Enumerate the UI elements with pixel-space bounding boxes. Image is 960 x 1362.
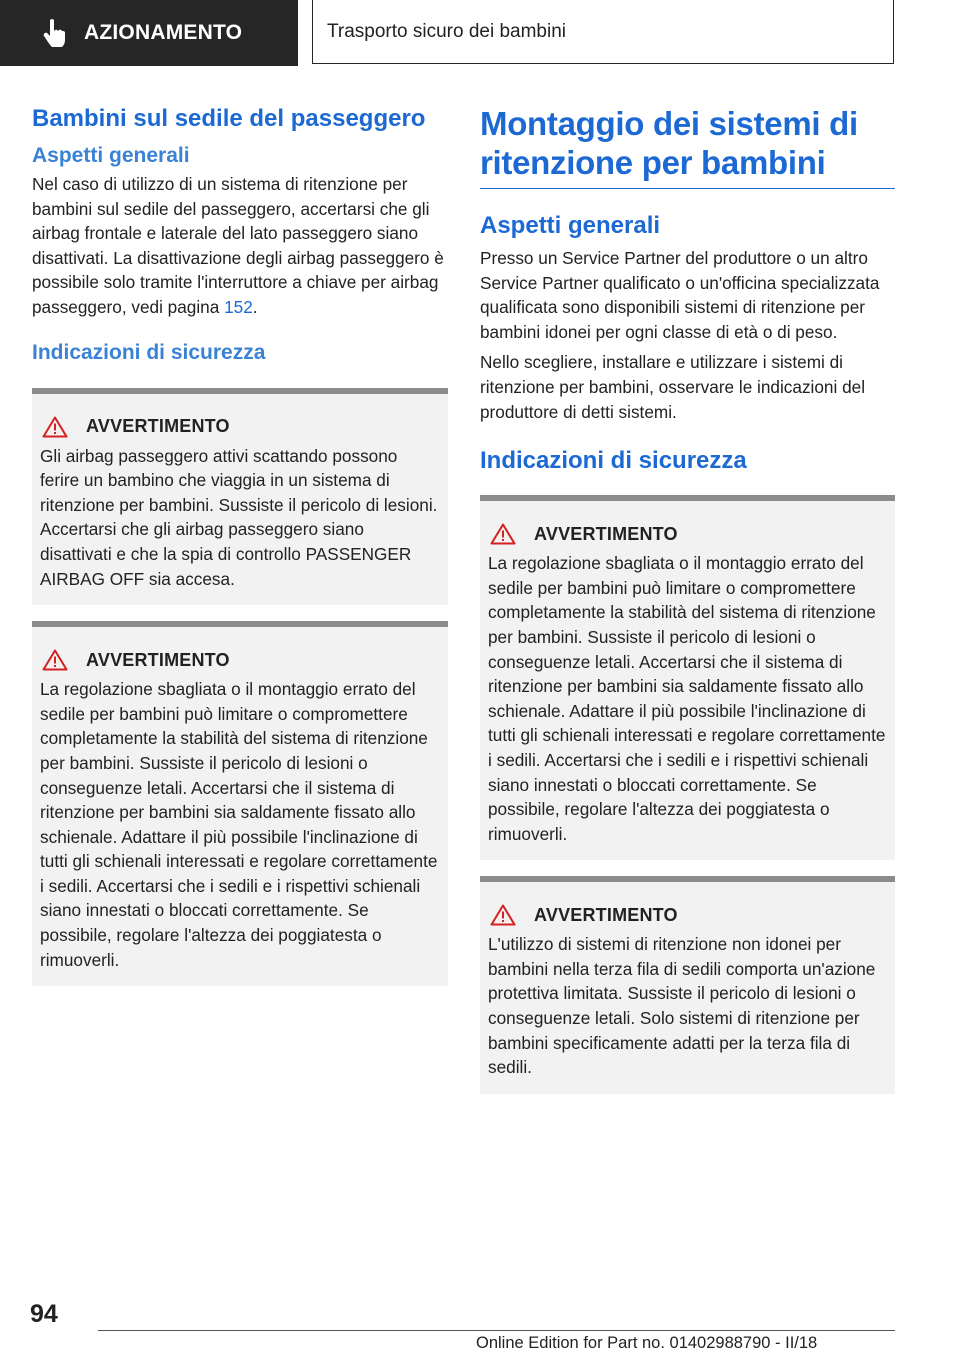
warning-title: AVVERTIMENTO (534, 904, 678, 925)
header-section-tab (0, 0, 298, 66)
right-column (480, 100, 895, 1094)
header-section-label: AZIONAMENTO (84, 21, 243, 44)
header-subsection (312, 0, 894, 64)
edition-text: Online Edition for Part no. 01402988790 - II/18 (476, 1334, 818, 1352)
warning-box (32, 388, 448, 606)
warning-triangle-icon (42, 649, 76, 671)
warning-triangle-icon (490, 523, 524, 545)
footer-divider (98, 1330, 895, 1331)
warning-header (42, 649, 440, 671)
warning-title: AVVERTIMENTO (534, 523, 678, 544)
right-safety-heading: Indicazioni di sicurezza (480, 447, 747, 475)
warning-text: Gli airbag passeggero attivi scattando possono ferire un bambino che viaggia in un sistema di ritenzione per bambini. Sussiste il pericolo di lesioni. Accertarsi che gli airbag passeggero siano disattivati e che la spia di controllo PASSENGER AIRBAG OFF sia accesa. (40, 445, 438, 589)
warning-box (480, 495, 895, 860)
left-column (32, 100, 448, 986)
warning-header (490, 904, 887, 926)
right-general-heading: Aspetti generali (480, 212, 661, 239)
warning-triangle-icon (490, 904, 524, 926)
page-number: 94 (30, 1300, 58, 1328)
warning-box (32, 621, 448, 986)
warning-title: AVVERTIMENTO (86, 416, 230, 437)
warning-header (490, 523, 887, 545)
warning-box (480, 876, 895, 1094)
right-general-text-2: Nello scegliere, installare e utilizzare i sistemi di ritenzione per bambini, osservare le indicazioni del produttore di detti sistemi. (480, 352, 866, 422)
warning-title: AVVERTIMENTO (86, 649, 230, 670)
warning-text: La regolazione sbagliata o il montaggio errato del sedile per bambini può limitare o compromettere completamente la stabilità del sistema di ritenzione per bambini. Sussiste il pericolo di lesioni o conseguenze letali. Accertarsi che il sistema di ritenzione per bambini sia saldamente fissato allo schienale. Adattare il più possibile l'inclinazione di tutti gli schienali interessati e regolare correttamente i sedili. Accertarsi che i sedili e i rispettivi schienali siano innestati o bloccati correttamente. Se possibile, regolare l'altezza dei poggiatesta o rimuoverli. (40, 679, 438, 970)
left-general-heading: Aspetti generali (32, 144, 190, 167)
page-link-152[interactable]: 152 (224, 296, 253, 317)
warning-text: La regolazione sbagliata o il montaggio errato del sedile per bambini può limitare o compromettere completamente la stabilità del sistema di ritenzione per bambini. Sussiste il pericolo di lesioni o conseguenze letali. Accertarsi che il sistema di ritenzione per bambini sia saldamente fissato allo schienale. Adattare il più possibile l'inclinazione di tutti gli schienali interessati e regolare correttamente i sedili. Accertarsi che i sedili e i rispettivi schienali siano innestati o bloccati correttamente. Se possibile, regolare l'altezza dei poggiatesta o rimuoverli. (488, 553, 886, 844)
right-title: Montaggio dei sistemi di ritenzione per bambini (480, 104, 895, 189)
left-general-text-main: Nel caso di utilizzo di un sistema di ritenzione per bambini sul sedile del passeggero, accertarsi che gli airbag frontale e laterale del lato passeggero siano disattivati. La disattivazione degli airbag passeggero è possibile solo tramite l'interruttore a chiave per airbag passeggero, vedi pagina (32, 174, 444, 317)
left-safety-heading: Indicazioni di sicurezza (32, 340, 266, 364)
left-general-text (32, 172, 448, 320)
right-general-text-1: Presso un Service Partner del produttore o un altro Service Partner qualificato o un'officina specializzata qualificata sono disponibili sistemi di ritenzione per bambini idonei per ogni classe di età o di peso. (480, 248, 880, 342)
warning-text: L'utilizzo di sistemi di ritenzione non idonei per bambini nella terza fila di sedili comporta un'azione protettiva limitata. Sussiste il pericolo di lesioni o conseguenze letali. Solo sistemi di ritenzione per bambini specificamente adatti per la terza fila di sedili. (488, 934, 876, 1078)
left-general-text-end: . (252, 296, 258, 317)
left-title: Bambini sul sedile del passeggero (32, 105, 426, 132)
warning-triangle-icon (42, 416, 76, 438)
warning-header (42, 416, 440, 438)
header-subsection-label: Trasporto sicuro dei bambini (327, 20, 567, 42)
hand-pointer-icon (34, 13, 74, 53)
